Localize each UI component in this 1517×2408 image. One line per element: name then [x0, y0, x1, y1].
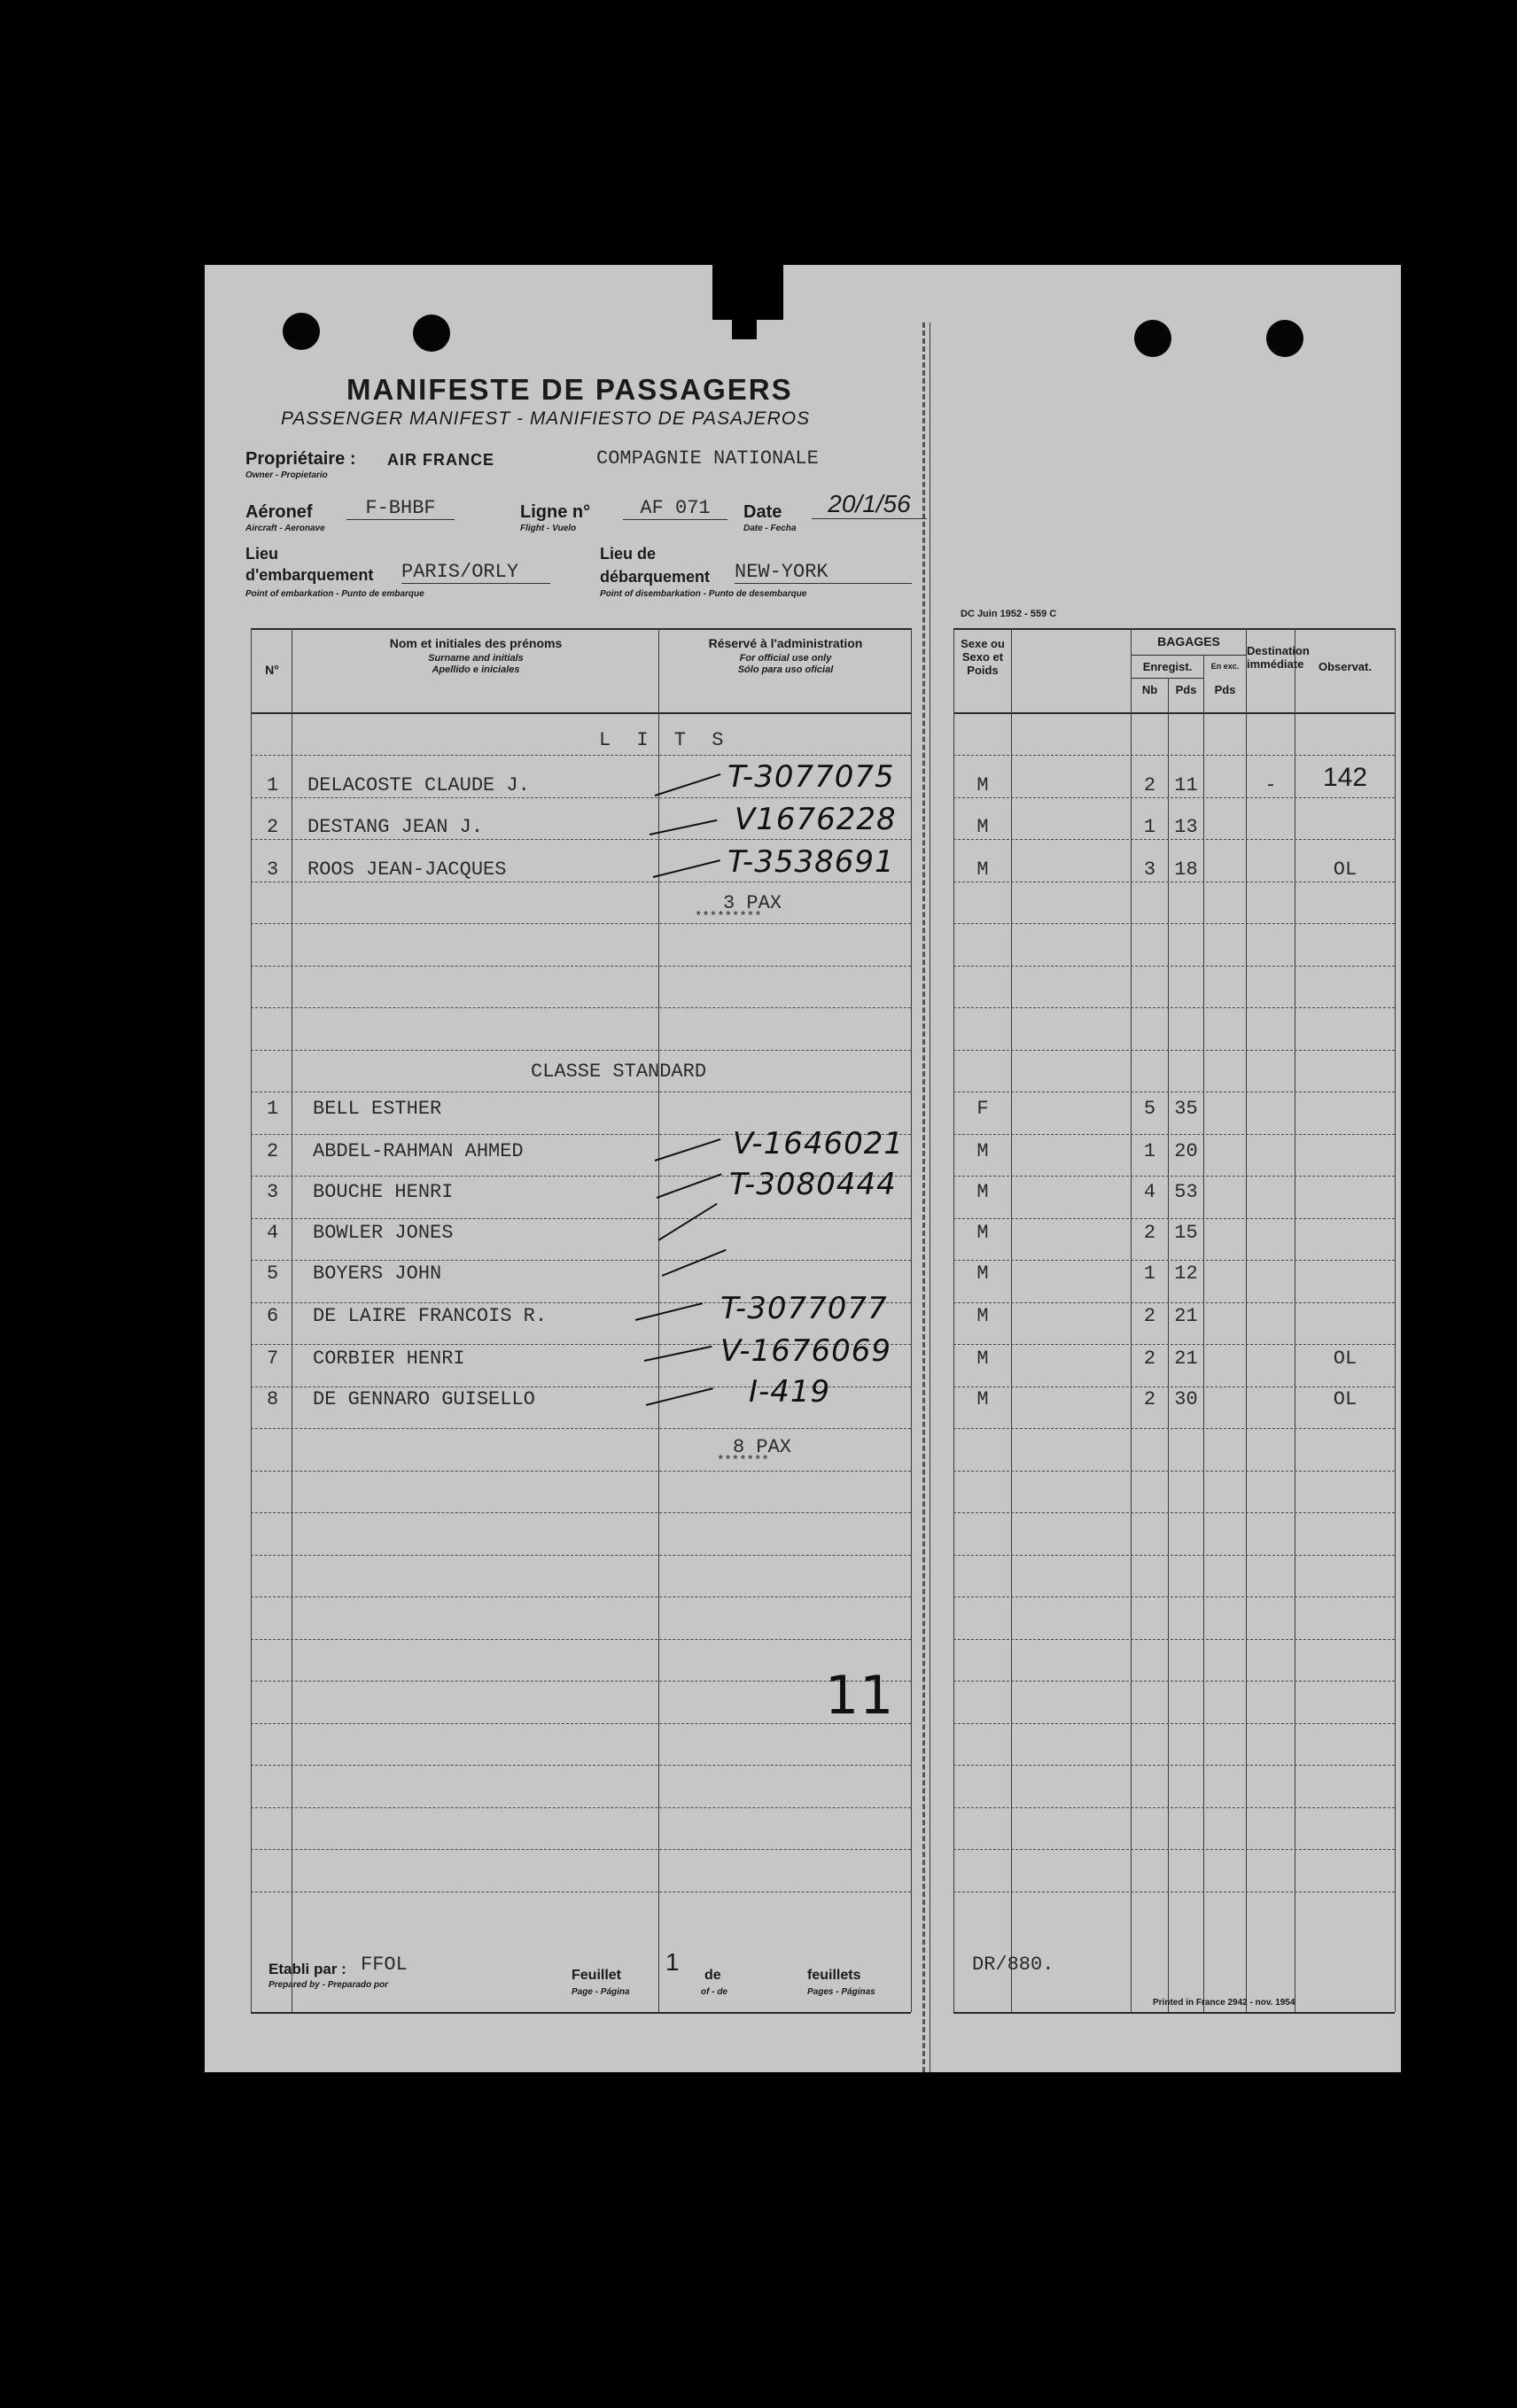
bagages-divider — [1131, 655, 1246, 656]
embark-label-1: Lieu — [245, 545, 279, 563]
observation-value: 142 — [1322, 763, 1368, 792]
ticket-number: T-3077077 — [720, 1291, 888, 1326]
passenger-name: ROOS JEAN-JACQUES — [307, 858, 507, 881]
sex-value: M — [976, 1181, 989, 1203]
row-no: 2 — [267, 816, 279, 838]
total-pages-sublabel: Pages - Páginas — [807, 1987, 875, 1997]
line-value: AF 071 — [623, 497, 727, 520]
row-rule — [953, 1091, 1395, 1092]
row-rule — [251, 1471, 911, 1472]
row-rule — [953, 1218, 1395, 1219]
passenger-name: BOWLER JONES — [313, 1222, 454, 1244]
row-rule — [251, 1050, 911, 1051]
aircraft-label: Aéronef — [245, 502, 313, 522]
check-stroke — [646, 1387, 713, 1406]
bag-weight: 18 — [1174, 858, 1198, 881]
section2-heading: CLASSE STANDARD — [531, 1060, 707, 1083]
punch-hole — [1266, 320, 1303, 357]
date-label: Date — [743, 502, 782, 522]
table-top-border-right — [953, 628, 1395, 630]
row-no: 1 — [267, 1098, 279, 1120]
sex-value: M — [976, 1222, 989, 1244]
col-header-name: Nom et initiales des prénoms — [389, 636, 563, 650]
row-rule — [953, 1723, 1395, 1724]
table-top-border — [251, 628, 911, 630]
date-value: 20/1/56 — [812, 490, 927, 519]
sex-value: M — [976, 1140, 989, 1162]
row-no: 1 — [267, 774, 279, 796]
row-rule — [953, 923, 1395, 924]
document-subtitle: PASSENGER MANIFEST - MANIFIESTO DE PASAJEROS — [281, 408, 811, 429]
check-stroke — [655, 1138, 721, 1161]
row-rule — [953, 966, 1395, 967]
disembark-label-1: Lieu de — [600, 545, 657, 563]
prepared-label: Etabli par : — [268, 1961, 346, 1977]
col-border — [1246, 628, 1247, 2012]
check-stroke — [655, 773, 721, 796]
line-sublabel: Flight - Vuelo — [520, 524, 577, 533]
date-sublabel: Date - Fecha — [743, 524, 797, 533]
bag-weight: 21 — [1174, 1305, 1198, 1327]
row-no: 6 — [267, 1305, 279, 1327]
punch-hole — [1134, 320, 1171, 357]
bag-count: 3 — [1143, 858, 1156, 881]
section2-total-stars: ******* — [717, 1454, 769, 1468]
row-rule — [251, 1849, 911, 1850]
check-stroke — [657, 1173, 722, 1199]
row-no: 2 — [267, 1140, 279, 1162]
col-header-excess: En exc. — [1210, 662, 1240, 671]
bag-count: 2 — [1143, 1305, 1156, 1327]
page-value: 1 — [665, 1948, 680, 1976]
bag-count: 5 — [1143, 1098, 1156, 1120]
ticket-number: V-1646021 — [733, 1126, 904, 1161]
form-reference: DC Juin 1952 - 559 C — [961, 609, 1057, 619]
bag-weight: 13 — [1174, 816, 1198, 838]
passenger-name: BOYERS JOHN — [313, 1262, 442, 1285]
embark-value: PARIS/ORLY — [401, 561, 550, 584]
check-stroke — [635, 1302, 703, 1321]
col-header-excess-pds: Pds — [1214, 683, 1236, 696]
row-no: 3 — [267, 858, 279, 881]
table-header-bottom — [251, 712, 911, 714]
row-rule — [251, 923, 911, 924]
passenger-name: DE GENNARO GUISELLO — [313, 1388, 535, 1410]
bag-weight: 20 — [1174, 1140, 1198, 1162]
row-rule — [251, 1891, 911, 1892]
bag-count: 1 — [1143, 1140, 1156, 1162]
row-no: 7 — [267, 1348, 279, 1370]
row-rule — [251, 1681, 911, 1682]
owner-label: Propriétaire : — [245, 449, 356, 469]
bag-count: 2 — [1143, 774, 1156, 796]
sex-value: M — [976, 1388, 989, 1410]
bag-weight: 11 — [1174, 774, 1198, 796]
prepared-sublabel: Prepared by - Preparado por — [268, 1980, 389, 1990]
bag-count: 2 — [1143, 1388, 1156, 1410]
section1-total: 3 PAX — [723, 892, 782, 914]
disembark-label-2: débarquement — [600, 568, 711, 586]
row-rule — [251, 1765, 911, 1766]
passenger-name: DESTANG JEAN J. — [307, 816, 484, 838]
row-rule — [953, 1765, 1395, 1766]
col-border — [1395, 628, 1396, 2012]
observation-value: OL — [1333, 858, 1358, 881]
row-rule — [251, 839, 911, 840]
row-no: 8 — [267, 1388, 279, 1410]
row-rule — [953, 797, 1395, 798]
row-rule — [953, 1344, 1395, 1345]
row-no: 3 — [267, 1181, 279, 1203]
row-rule — [953, 1849, 1395, 1850]
row-rule — [251, 1512, 911, 1513]
row-rule — [251, 1807, 911, 1808]
sex-value: M — [976, 1262, 989, 1285]
col-header-name-sub2: Apellido e iniciales — [432, 664, 520, 675]
check-stroke — [662, 1249, 727, 1277]
passenger-name: DELACOSTE CLAUDE J. — [307, 774, 530, 796]
ticket-number: T-3538691 — [727, 844, 895, 880]
aircraft-value: F-BHBF — [346, 497, 455, 520]
row-rule — [251, 755, 911, 756]
row-rule — [953, 1260, 1395, 1261]
ticket-number: T-3077075 — [727, 759, 895, 795]
ticket-number: I-419 — [749, 1374, 831, 1410]
row-rule — [953, 1512, 1395, 1513]
row-rule — [251, 966, 911, 967]
destination-value: - — [1264, 774, 1277, 796]
total-pages-label: feuillets — [807, 1968, 861, 1983]
row-rule — [251, 1428, 911, 1429]
col-header-enregist: Enregist. — [1142, 660, 1193, 673]
row-rule — [953, 755, 1395, 756]
bag-weight: 30 — [1174, 1388, 1198, 1410]
row-no: 5 — [267, 1262, 279, 1285]
col-border — [1203, 655, 1204, 2012]
row-rule — [953, 1807, 1395, 1808]
check-stroke — [657, 1203, 717, 1241]
col-header-destination: Destination immédiate — [1247, 644, 1310, 671]
col-border — [1011, 628, 1012, 2012]
owner-sublabel: Owner - Propietario — [245, 470, 328, 480]
owner-typed: COMPAGNIE NATIONALE — [596, 447, 819, 470]
col-header-sex: Sexe ou Sexo et Poids — [961, 637, 1005, 677]
printed-notice: Printed in France 2942 - nov. 1954 — [1153, 1998, 1295, 2008]
passenger-name: DE LAIRE FRANCOIS R. — [313, 1305, 548, 1327]
of-label: de — [704, 1968, 721, 1983]
aircraft-sublabel: Aircraft - Aeronave — [245, 524, 325, 533]
manifest-sheet — [205, 265, 1401, 2072]
row-rule — [251, 1555, 911, 1556]
sex-value: M — [976, 1348, 989, 1370]
row-rule — [953, 1050, 1395, 1051]
embark-sublabel: Point of embarkation - Punto de embarque — [245, 589, 424, 599]
prepared-value: FFOL — [361, 1954, 408, 1976]
bag-weight: 12 — [1174, 1262, 1198, 1285]
bag-count: 2 — [1143, 1348, 1156, 1370]
owner-value: AIR FRANCE — [387, 451, 494, 469]
ticket-number: V1676228 — [735, 802, 897, 837]
row-rule — [953, 1302, 1395, 1303]
row-rule — [953, 1176, 1395, 1177]
bag-count: 2 — [1143, 1222, 1156, 1244]
bag-count: 4 — [1143, 1181, 1156, 1203]
check-stroke — [650, 819, 718, 835]
col-header-no: N° — [265, 663, 279, 677]
section1-total-stars: ********* — [695, 910, 762, 924]
page-label: Feuillet — [572, 1968, 622, 1983]
handwritten-mark: 11 — [825, 1665, 895, 1727]
row-rule — [953, 1471, 1395, 1472]
enregist-divider — [1131, 678, 1203, 679]
col-header-observ: Observat. — [1319, 660, 1372, 673]
row-rule — [953, 1891, 1395, 1892]
row-rule — [953, 1681, 1395, 1682]
col-header-admin-sub1: For official use only — [739, 653, 832, 664]
col-border — [251, 628, 252, 2012]
observation-value: OL — [1333, 1388, 1358, 1410]
ticket-number: T-3080444 — [729, 1167, 897, 1202]
document-title: MANIFESTE DE PASSAGERS — [346, 373, 793, 406]
row-rule — [251, 1260, 911, 1261]
sex-value: M — [976, 816, 989, 838]
col-header-admin-sub2: Sólo para uso oficial — [737, 664, 834, 675]
col-border — [911, 628, 912, 2012]
col-header-admin: Réservé à l'administration — [708, 636, 863, 650]
bag-count: 1 — [1143, 816, 1156, 838]
passenger-name: BOUCHE HENRI — [313, 1181, 454, 1203]
col-header-bagages: BAGAGES — [1157, 634, 1220, 649]
row-rule — [953, 1428, 1395, 1429]
punch-hole — [283, 313, 320, 350]
table-header-bottom-right — [953, 712, 1395, 714]
sex-value: M — [976, 1305, 989, 1327]
doc-reference: DR/880. — [972, 1954, 1054, 1976]
bag-count: 1 — [1143, 1262, 1156, 1285]
row-rule — [953, 1596, 1395, 1597]
observation-value: OL — [1333, 1348, 1358, 1370]
row-rule — [953, 1134, 1395, 1135]
row-rule — [251, 1723, 911, 1724]
perforation-line — [922, 322, 925, 2072]
row-rule — [953, 839, 1395, 840]
ticket-number: V-1676069 — [720, 1333, 891, 1369]
section1-heading: L I T S — [599, 729, 731, 751]
embark-label-2: d'embarquement — [245, 566, 374, 584]
col-header-name-sub1: Surname and initials — [428, 653, 524, 664]
passenger-name: BELL ESTHER — [313, 1098, 442, 1120]
passenger-name: ABDEL-RAHMAN AHMED — [313, 1140, 524, 1162]
row-rule — [953, 1639, 1395, 1640]
row-rule — [251, 1007, 911, 1008]
col-header-nb: Nb — [1141, 683, 1158, 696]
row-rule — [251, 1596, 911, 1597]
passenger-name: CORBIER HENRI — [313, 1348, 465, 1370]
bag-weight: 21 — [1174, 1348, 1198, 1370]
disembark-value: NEW-YORK — [735, 561, 912, 584]
row-rule — [251, 1639, 911, 1640]
check-stroke — [644, 1346, 712, 1362]
line-label: Ligne n° — [520, 502, 591, 522]
col-header-pds: Pds — [1175, 683, 1197, 696]
sex-value: M — [976, 858, 989, 881]
check-stroke — [653, 859, 720, 878]
bag-weight: 35 — [1174, 1098, 1198, 1120]
disembark-sublabel: Point of disembarkation - Punto de desembarque — [600, 589, 807, 599]
row-rule — [251, 797, 911, 798]
page-sublabel: Page - Página — [572, 1987, 630, 1997]
col-border — [658, 628, 659, 2012]
bag-weight: 15 — [1174, 1222, 1198, 1244]
punch-hole — [413, 315, 450, 352]
row-rule — [953, 1555, 1395, 1556]
row-rule — [251, 1091, 911, 1092]
sex-value: F — [976, 1098, 989, 1120]
of-sublabel: of - de — [701, 1987, 727, 1997]
table-bottom-border — [251, 2012, 911, 2014]
row-no: 4 — [267, 1222, 279, 1244]
sex-value: M — [976, 774, 989, 796]
section2-total: 8 PAX — [733, 1436, 792, 1458]
row-rule — [251, 1218, 911, 1219]
staple-tab — [712, 265, 783, 320]
table-bottom-border-right — [953, 2012, 1395, 2014]
row-rule — [953, 1007, 1395, 1008]
bag-weight: 53 — [1174, 1181, 1198, 1203]
